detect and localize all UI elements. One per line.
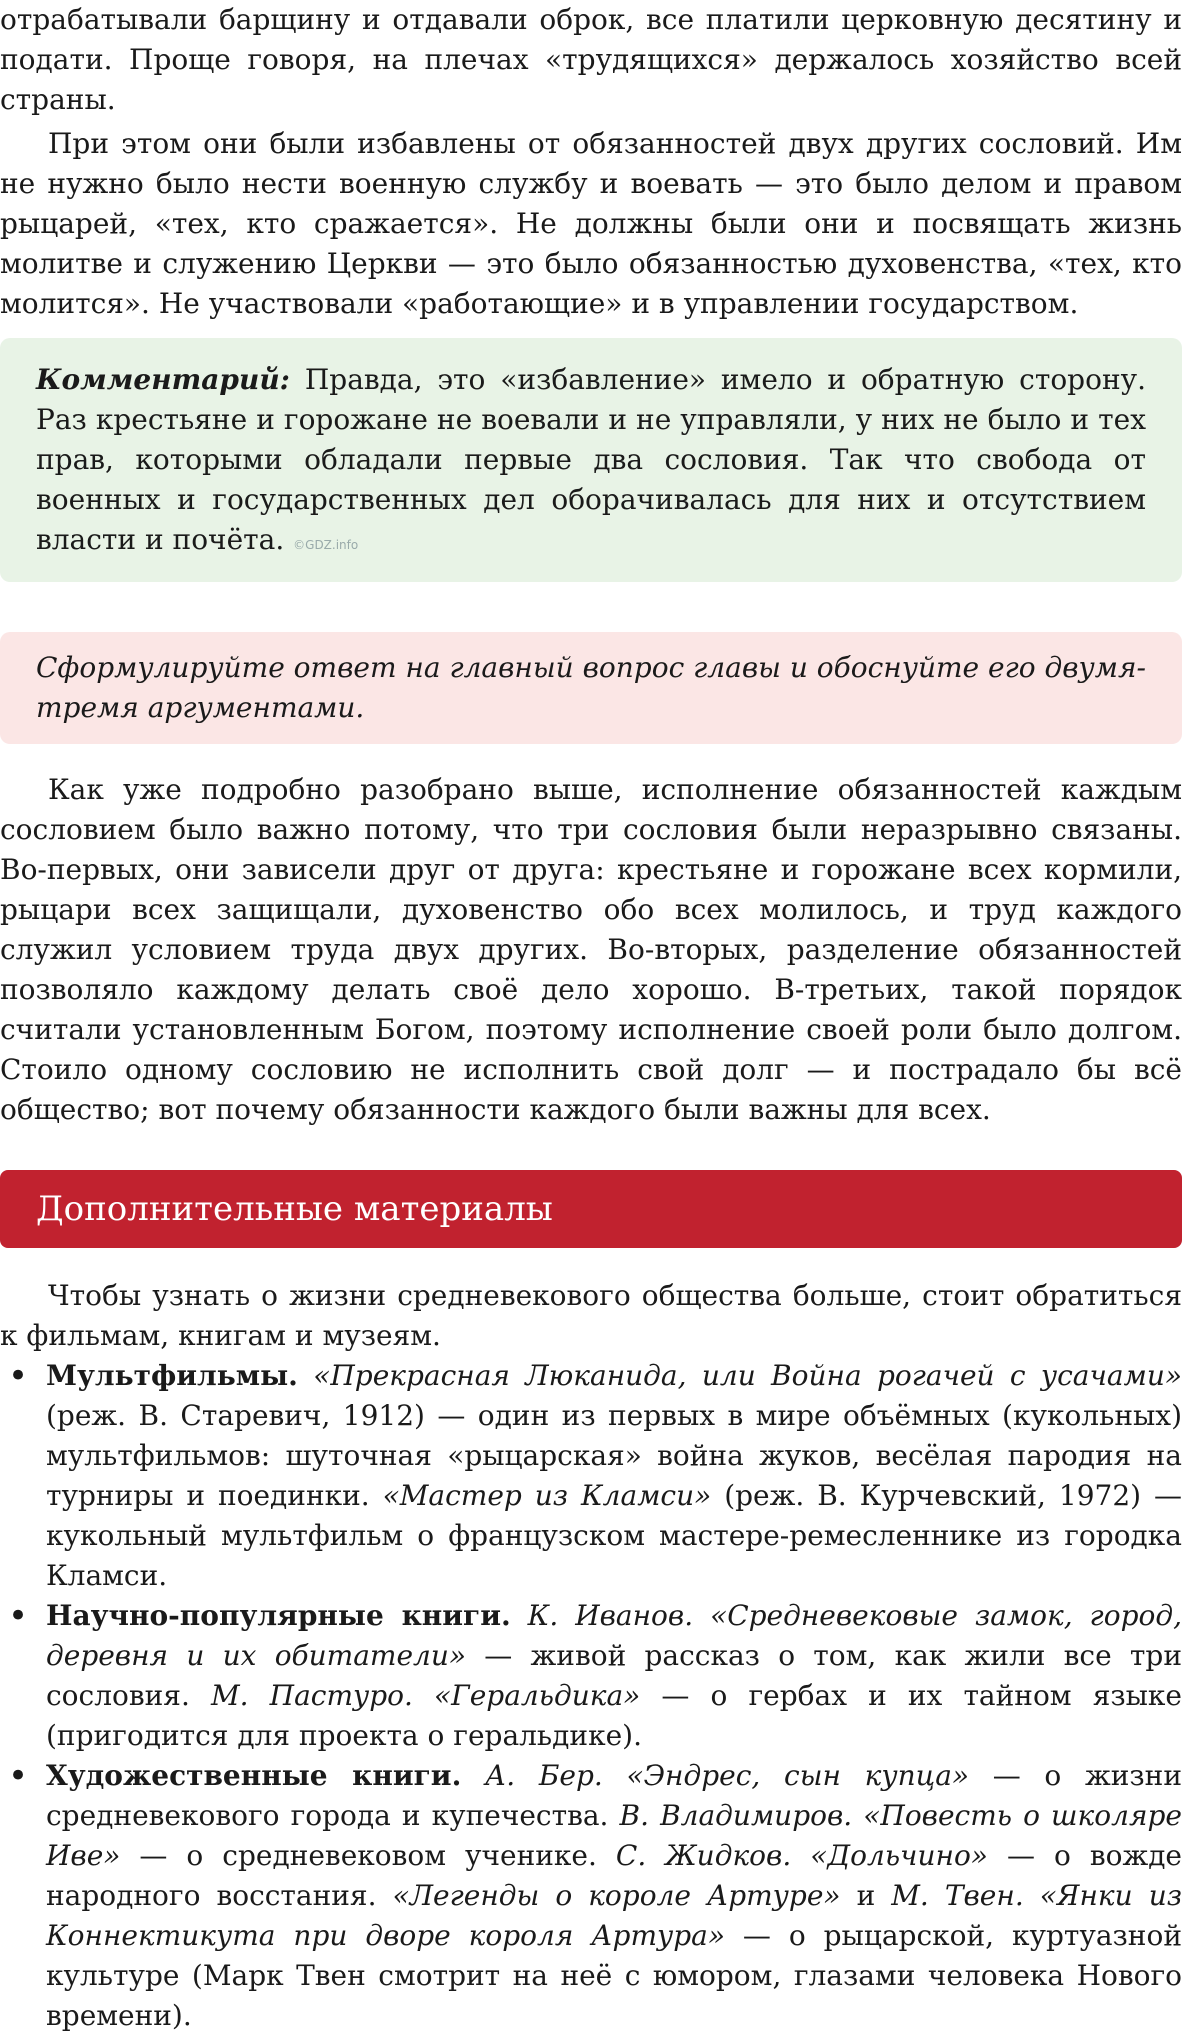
item-title: М. Пастуро. «Геральдика» — [210, 1679, 641, 1712]
intro-text — [0, 0, 1182, 324]
list-item-fiction-books — [0, 1756, 1182, 2036]
intro-paragraph-2: При этом они были избавлены от обязанностей двух других сословий. Им не нужно было нести военную службу и воевать — это было делом и правом рыцарей, «тех, кто сражается». Не должны были они и посвящать жизнь молитве и служению Церкви — это было обязанностью духовенства, «тех, кто молится». Не участвовали «работающие» и в управлении государством. — [0, 127, 1182, 320]
task-text: Сформулируйте ответ на главный вопрос главы и обоснуйте его двумя-тремя аргументами. — [36, 651, 1146, 724]
materials-section — [0, 1276, 1182, 2036]
task-box — [0, 632, 1182, 744]
comment-text: Правда, это «избавление» имело и обратную сторону. Раз крестьяне и горожане не воевали и не управляли, у них не было и тех прав, которыми обладали первые два сословия. Так что свобода от военных и государственных дел оборачивалась для них и отсутствием власти и почёта. — [36, 363, 1146, 556]
item-label: Художественные книги. — [46, 1759, 462, 1792]
item-text: (реж. В. Курчевский, 1972) — кукольный мультфильм о французском мастере-ремесленнике из городка Кламси. — [46, 1479, 1182, 1592]
item-title: К. Иванов. «Средневековые замок, город, деревня и их обитатели» — [46, 1599, 1182, 1672]
watermark: ©GDZ.info — [293, 538, 359, 552]
item-title: А. Бер. «Эндрес, сын купца» — [461, 1759, 970, 1792]
item-text: — о вожде народного восстания. — [46, 1839, 1182, 1912]
item-title: С. Жидков. «Дольчино» — [615, 1839, 988, 1872]
item-text: — о средневековом ученике. — [120, 1839, 616, 1872]
item-title: «Мастер из Кламси» — [382, 1479, 712, 1512]
item-label: Мультфильмы. — [46, 1359, 298, 1392]
item-text: — о рыцарской, куртуазной культуре (Марк Твен смотрит на неё с юмором, глазами человека Нового времени). — [46, 1919, 1182, 2032]
item-title: В. Владимиров. «Повесть о школяре Иве» — [46, 1799, 1182, 1872]
item-text: — живой рассказ о том, как жили все три сословия. — [46, 1639, 1182, 1712]
materials-list — [0, 1356, 1182, 2036]
intro-paragraph-1: отрабатывали барщину и отдавали оброк, все платили церковную десятину и подати. Проще говоря, на плечах «трудящихся» держалось хозяйство всей страны. — [0, 3, 1182, 116]
item-text: (реж. В. Старевич, 1912) — один из первых в мире объёмных (кукольных) мультфильмов: шуточная «рыцарская» война жуков, весёлая пародия на турниры и поединки. — [46, 1399, 1182, 1512]
item-title: «Легенды о короле Артуре» — [392, 1879, 841, 1912]
section-banner — [0, 1170, 1182, 1248]
item-text: и — [840, 1879, 892, 1912]
list-item-popular-books — [0, 1596, 1182, 1756]
answer-text: Как уже подробно разобрано выше, исполнение обязанностей каждым сословием было важно потому, что три сословия были неразрывно связаны. Во-первых, они зависели друг от друга: крестьяне и горожане всех кормили, рыцари всех защищали, духовенство обо всех молилось, и труд каждого служил условием труда двух других. Во-вторых, разделение обязанностей позволяло каждому делать своё дело хорошо. В-третьих, такой порядок считали установленным Богом, поэтому исполнение своей роли было долгом. Стоило одному сословию не исполнить свой долг — и пострадало бы всё общество; вот почему обязанности каждого были важны для всех. — [0, 773, 1182, 1126]
materials-intro: Чтобы узнать о жизни средневекового общества больше, стоит обратиться к фильмам, книгам и музеям. — [0, 1279, 1182, 1352]
item-label: Научно-популярные книги. — [46, 1599, 511, 1632]
item-title: «Прекрасная Люканида, или Война рогачей с усачами» — [297, 1359, 1182, 1392]
item-text: — о гербах и их тайном языке (пригодится для проекта о геральдике). — [46, 1679, 1182, 1752]
comment-box — [0, 338, 1182, 582]
list-item-cartoons — [0, 1356, 1182, 1596]
item-text: — о жизни средневекового города и купечества. — [46, 1759, 1182, 1832]
section-title: Дополнительные материалы — [36, 1189, 553, 1229]
item-title: М. Твен. «Янки из Коннектикута при дворе короля Артура» — [46, 1879, 1182, 1952]
comment-label: Комментарий: — [36, 363, 291, 396]
